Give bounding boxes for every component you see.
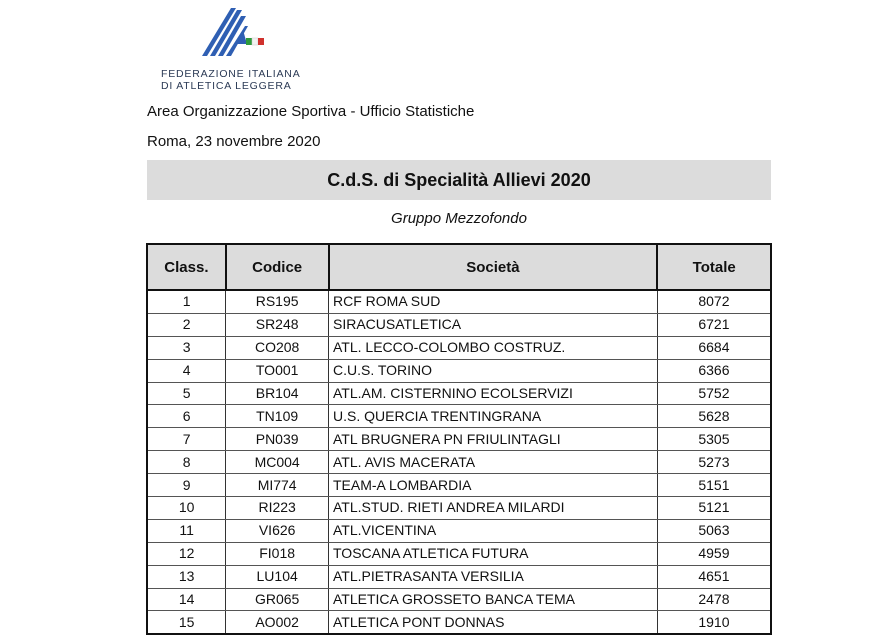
cell-code: MI774 bbox=[226, 474, 329, 497]
table-row bbox=[147, 428, 771, 451]
table-row bbox=[147, 474, 771, 497]
area-line: Area Organizzazione Sportiva - Ufficio Statistiche bbox=[147, 103, 475, 120]
fidal-emblem-icon bbox=[202, 8, 312, 60]
cell-total: 5628 bbox=[657, 405, 771, 428]
cell-club: ATL.AM. CISTERNINO ECOLSERVIZI bbox=[329, 382, 658, 405]
table-row bbox=[147, 359, 771, 382]
cell-class: 9 bbox=[147, 474, 226, 497]
cell-code: TN109 bbox=[226, 405, 329, 428]
page-title: C.d.S. di Specialità Allievi 2020 bbox=[147, 160, 771, 200]
cell-total: 5121 bbox=[657, 497, 771, 520]
cell-club: SIRACUSATLETICA bbox=[329, 313, 658, 336]
cell-total: 4651 bbox=[657, 565, 771, 588]
cell-total: 5151 bbox=[657, 474, 771, 497]
cell-class: 10 bbox=[147, 497, 226, 520]
cell-total: 2478 bbox=[657, 588, 771, 611]
table-row bbox=[147, 451, 771, 474]
cell-club: ATL BRUGNERA PN FRIULINTAGLI bbox=[329, 428, 658, 451]
cell-club: RCF ROMA SUD bbox=[329, 290, 658, 313]
cell-club: U.S. QUERCIA TRENTINGRANA bbox=[329, 405, 658, 428]
ranking-table bbox=[146, 243, 772, 635]
cell-class: 5 bbox=[147, 382, 226, 405]
table-header-row bbox=[147, 244, 771, 290]
cell-code: AO002 bbox=[226, 611, 329, 634]
cell-total: 6366 bbox=[657, 359, 771, 382]
table-row bbox=[147, 542, 771, 565]
table-row bbox=[147, 588, 771, 611]
cell-class: 7 bbox=[147, 428, 226, 451]
cell-code: RS195 bbox=[226, 290, 329, 313]
cell-code: GR065 bbox=[226, 588, 329, 611]
cell-class: 4 bbox=[147, 359, 226, 382]
cell-class: 15 bbox=[147, 611, 226, 634]
cell-club: ATLETICA PONT DONNAS bbox=[329, 611, 658, 634]
org-name-line2: DI ATLETICA LEGGERA bbox=[161, 80, 292, 92]
table-row bbox=[147, 565, 771, 588]
cell-class: 14 bbox=[147, 588, 226, 611]
cell-code: RI223 bbox=[226, 497, 329, 520]
cell-total: 5752 bbox=[657, 382, 771, 405]
date-line: Roma, 23 novembre 2020 bbox=[147, 133, 321, 150]
cell-club: TEAM-A LOMBARDIA bbox=[329, 474, 658, 497]
cell-class: 6 bbox=[147, 405, 226, 428]
page-subtitle: Gruppo Mezzofondo bbox=[391, 210, 527, 227]
cell-total: 1910 bbox=[657, 611, 771, 634]
cell-total: 5063 bbox=[657, 519, 771, 542]
cell-code: FI018 bbox=[226, 542, 329, 565]
cell-club: ATL. LECCO-COLOMBO COSTRUZ. bbox=[329, 336, 658, 359]
cell-code: PN039 bbox=[226, 428, 329, 451]
cell-code: CO208 bbox=[226, 336, 329, 359]
table-row bbox=[147, 290, 771, 313]
header-club: Società bbox=[329, 244, 658, 290]
cell-class: 2 bbox=[147, 313, 226, 336]
table-row bbox=[147, 382, 771, 405]
table-row bbox=[147, 313, 771, 336]
cell-club: ATLETICA GROSSETO BANCA TEMA bbox=[329, 588, 658, 611]
cell-club: TOSCANA ATLETICA FUTURA bbox=[329, 542, 658, 565]
table-row bbox=[147, 611, 771, 634]
cell-code: MC004 bbox=[226, 451, 329, 474]
table-row bbox=[147, 497, 771, 520]
cell-code: TO001 bbox=[226, 359, 329, 382]
header-total: Totale bbox=[657, 244, 771, 290]
header-code: Codice bbox=[226, 244, 329, 290]
cell-club: C.U.S. TORINO bbox=[329, 359, 658, 382]
cell-class: 13 bbox=[147, 565, 226, 588]
cell-club: ATL.PIETRASANTA VERSILIA bbox=[329, 565, 658, 588]
header-class: Class. bbox=[147, 244, 226, 290]
table-row bbox=[147, 519, 771, 542]
cell-class: 3 bbox=[147, 336, 226, 359]
cell-total: 5305 bbox=[657, 428, 771, 451]
cell-class: 8 bbox=[147, 451, 226, 474]
cell-code: LU104 bbox=[226, 565, 329, 588]
table-row bbox=[147, 405, 771, 428]
cell-total: 6721 bbox=[657, 313, 771, 336]
cell-class: 1 bbox=[147, 290, 226, 313]
cell-club: ATL.VICENTINA bbox=[329, 519, 658, 542]
cell-total: 8072 bbox=[657, 290, 771, 313]
cell-code: SR248 bbox=[226, 313, 329, 336]
table-body bbox=[147, 290, 771, 634]
cell-code: BR104 bbox=[226, 382, 329, 405]
fidal-logo bbox=[160, 8, 320, 92]
cell-total: 4959 bbox=[657, 542, 771, 565]
cell-code: VI626 bbox=[226, 519, 329, 542]
cell-total: 5273 bbox=[657, 451, 771, 474]
cell-class: 11 bbox=[147, 519, 226, 542]
cell-total: 6684 bbox=[657, 336, 771, 359]
cell-club: ATL.STUD. RIETI ANDREA MILARDI bbox=[329, 497, 658, 520]
table-row bbox=[147, 336, 771, 359]
cell-class: 12 bbox=[147, 542, 226, 565]
org-name bbox=[161, 68, 301, 92]
org-name-line1: FEDERAZIONE ITALIANA bbox=[161, 68, 301, 80]
cell-club: ATL. AVIS MACERATA bbox=[329, 451, 658, 474]
